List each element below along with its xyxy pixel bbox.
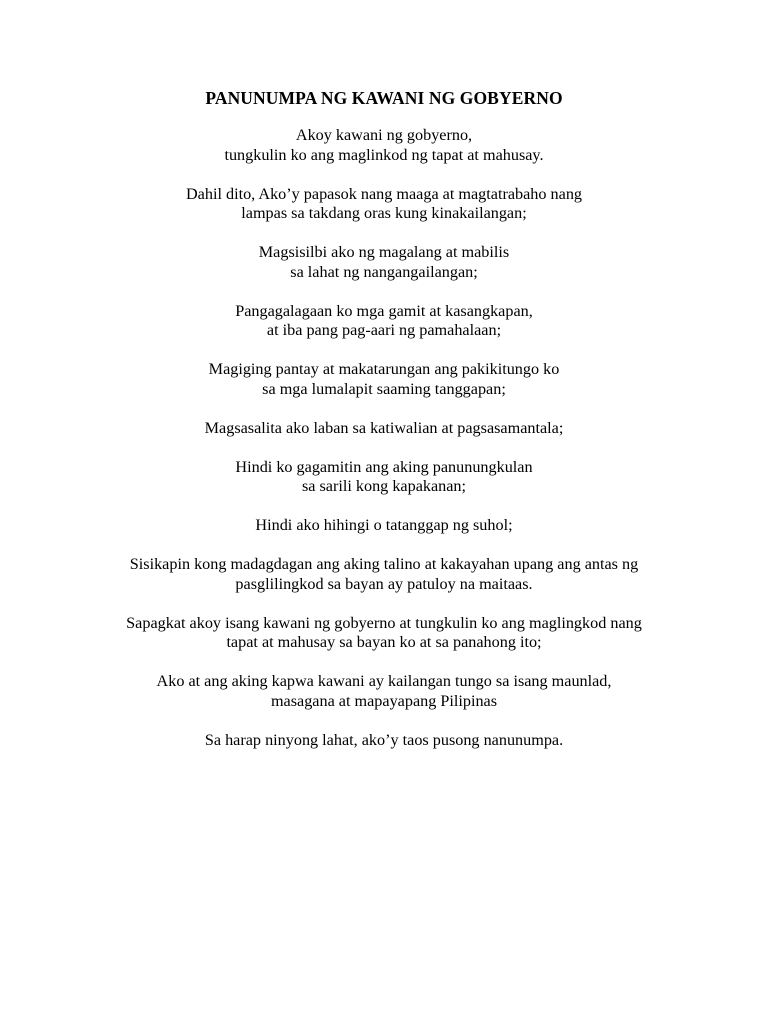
stanza-line: Hindi ko gagamitin ang aking panunungkulan [235, 457, 533, 476]
stanza [60, 302, 708, 341]
stanza-line: masagana at mapayapang Pilipinas [270, 691, 498, 710]
stanza [60, 419, 708, 439]
stanza [60, 614, 708, 653]
stanza [60, 731, 708, 751]
stanza-line: tungkulin ko ang maglinkod ng tapat at mahusay. [224, 145, 544, 164]
oath-body [60, 126, 708, 770]
stanza-line: tapat at mahusay sa bayan ko at sa panahong ito; [226, 633, 542, 651]
stanza-line: Magsisilbi ako ng magalang at mabilis [258, 243, 510, 261]
stanza-line: Hindi ako hihingi o tatanggap ng suhol; [255, 516, 513, 534]
stanza [60, 555, 708, 594]
stanza [60, 243, 708, 282]
stanza-line: at iba pang pag-aari ng pamahalaan; [266, 321, 502, 339]
stanza-line: sa sarili kong kapakanan; [301, 477, 467, 495]
stanza-line: sa lahat ng nangangailangan; [290, 262, 478, 281]
document-title: PANUNUMPA NG KAWANI NG GOBYERNO [205, 88, 563, 108]
stanza [60, 185, 708, 224]
stanza [60, 360, 708, 399]
stanza-line: Sapagkat akoy isang kawani ng gobyerno at tungkulin ko ang maglingkod nang [126, 613, 642, 632]
stanza [60, 126, 708, 165]
stanza-line: lampas sa takdang oras kung kinakailangan; [241, 204, 527, 222]
stanza-line: sa mga lumalapit saaming tanggapan; [262, 379, 506, 398]
stanza [60, 458, 708, 497]
stanza-line: Sa harap ninyong lahat, ako’y taos pusong nanunumpa. [204, 730, 564, 749]
stanza-line: Magsasalita ako laban sa katiwalian at pagsasamantala; [204, 418, 564, 437]
stanza [60, 516, 708, 536]
stanza-line: Akoy kawani ng gobyerno, [295, 126, 473, 144]
stanza-line: pasglilingkod sa bayan ay patuloy na maitaas. [235, 574, 533, 593]
stanza-line: Dahil dito, Ako’y papasok nang maaga at magtatrabaho nang [185, 184, 583, 203]
stanza-line: Sisikapin kong madagdagan ang aking talino at kakayahan upang ang antas ng [129, 555, 639, 573]
stanza-line: Ako at ang aking kapwa kawani ay kailangan tungo sa isang maunlad, [156, 672, 612, 690]
stanza-line: Magiging pantay at makatarungan ang pakikitungo ko [208, 360, 560, 378]
stanza-line: Pangagalagaan ko mga gamit at kasangkapan, [235, 301, 533, 320]
stanza [60, 672, 708, 711]
